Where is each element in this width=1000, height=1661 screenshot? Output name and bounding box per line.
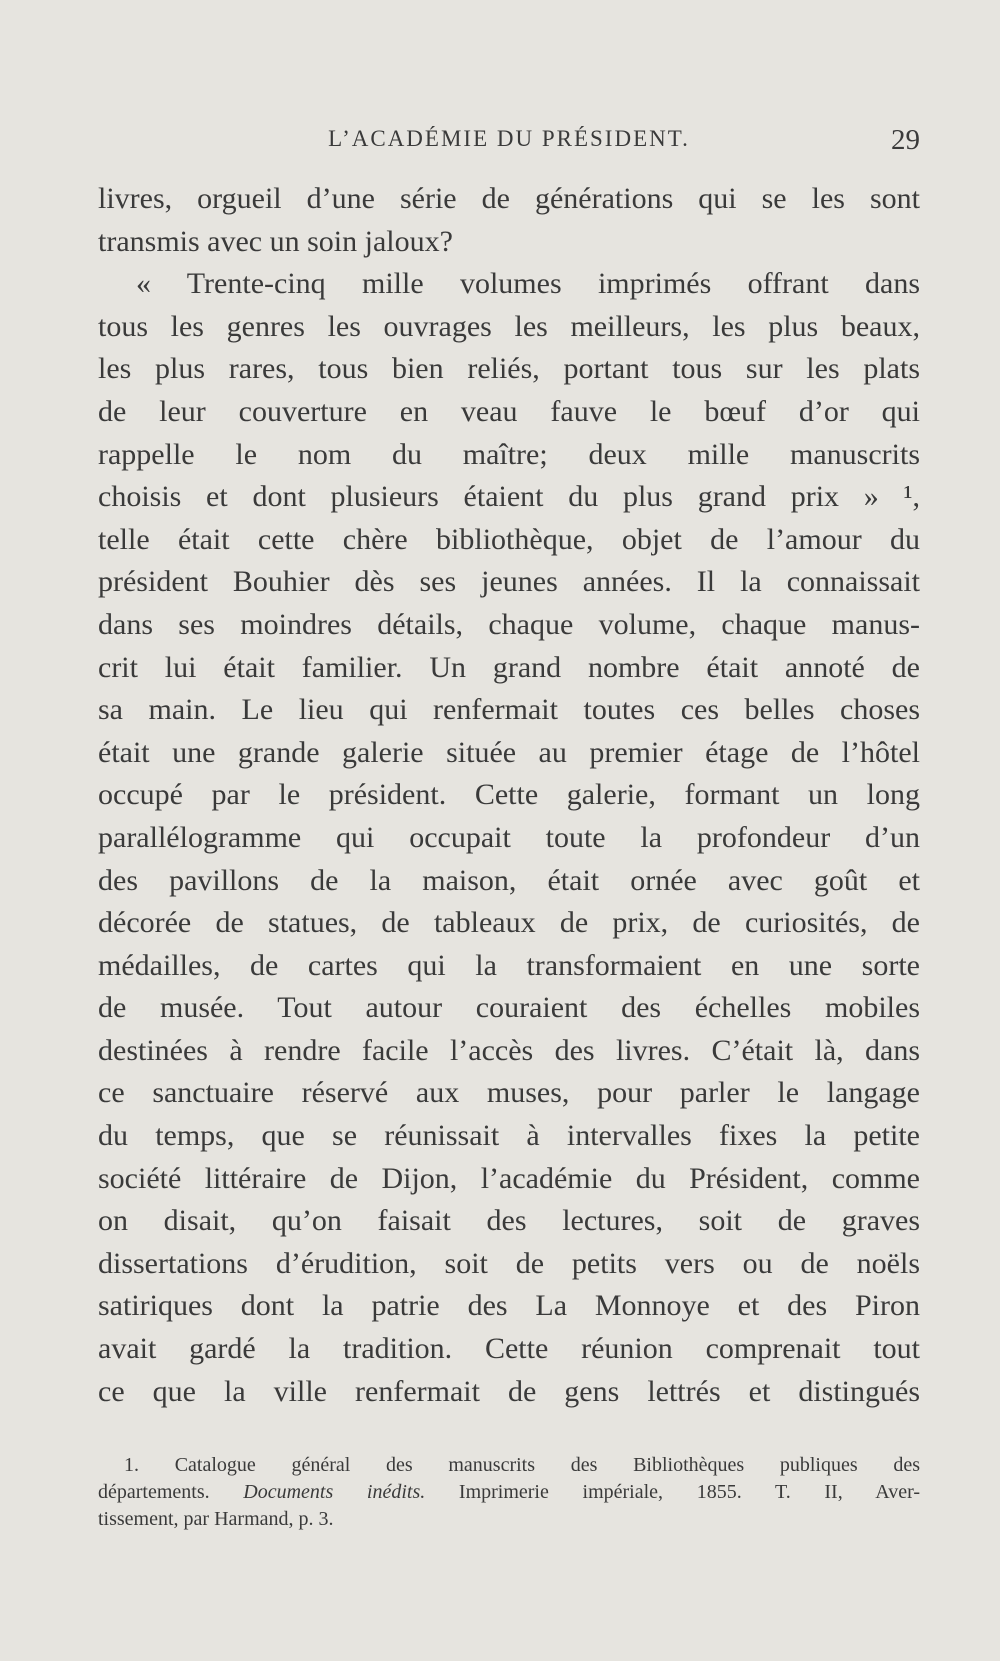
page-number: 29: [891, 124, 920, 156]
text-line: les plus rares, tous bien reliés, portant tous sur les plats: [98, 352, 920, 386]
text-line: rappelle le nom du maître; deux mille manuscrits: [98, 437, 920, 471]
text-line: président Bouhier dès ses jeunes années. Il la connaissait: [98, 565, 920, 599]
footnote: [98, 1452, 920, 1533]
text-line: avait gardé la tradition. Cette réunion comprenait tout: [98, 1332, 920, 1366]
footnote-line: [98, 1479, 920, 1506]
text-line: livres, orgueil d’une série de générations qui se les sont: [98, 182, 920, 215]
text-line: sa main. Le lieu qui renfermait toutes ces belles choses: [98, 693, 920, 727]
text-line: on disait, qu’on faisait des lectures, soit de graves: [98, 1204, 920, 1238]
text-line: tous les genres les ouvrages les meilleurs, les plus beaux,: [98, 309, 920, 343]
text-line: de leur couverture en veau fauve le bœuf d’or qui: [98, 394, 920, 428]
text-line: dissertations d’érudition, soit de petits vers ou de noëls: [98, 1246, 920, 1280]
footnote-text: départements.: [98, 1481, 244, 1503]
text-line: des pavillons de la maison, était ornée avec goût et: [98, 863, 920, 897]
text-line: crit lui était familier. Un grand nombre était annoté de: [98, 650, 920, 684]
text-line: choisis et dont plusieurs étaient du plus grand prix » ¹,: [98, 480, 920, 514]
running-head: [98, 126, 920, 162]
footnote-line: [98, 1452, 920, 1479]
text-line: satiriques dont la patrie des La Monnoye et des Piron: [98, 1289, 920, 1323]
text-line: dans ses moindres détails, chaque volume, chaque manus-: [98, 607, 920, 641]
text-line: transmis avec un soin jaloux?: [98, 224, 453, 258]
text-line: ce que la ville renfermait de gens lettrés et distingués: [98, 1374, 920, 1408]
footnote-text: 1. Catalogue général des manuscrits des Bibliothèques publiques des: [124, 1454, 920, 1476]
text-line: société littéraire de Dijon, l’académie du Président, comme: [98, 1161, 920, 1195]
body-text: [98, 178, 920, 1413]
text-line: était une grande galerie située au premier étage de l’hôtel: [98, 735, 920, 769]
footnote-line: tissement, par Harmand, p. 3.: [98, 1508, 334, 1530]
text-line: parallélogramme qui occupait toute la profondeur d’un: [98, 820, 920, 854]
text-line: « Trente-cinq mille volumes imprimés offrant dans: [136, 267, 920, 301]
footnote-italic-title: Documents inédits.: [243, 1481, 426, 1503]
text-line: décorée de statues, de tableaux de prix, de curiosités, de: [98, 906, 920, 940]
text-line: de musée. Tout autour couraient des échelles mobiles: [98, 991, 920, 1025]
text-line: médailles, de cartes qui la transformaient en une sorte: [98, 948, 920, 982]
text-line: destinées à rendre facile l’accès des livres. C’était là, dans: [98, 1033, 920, 1067]
running-title: L’ACADÉMIE DU PRÉSIDENT.: [328, 126, 690, 151]
text-line: du temps, que se réunissait à intervalles fixes la petite: [98, 1119, 920, 1153]
text-line: occupé par le président. Cette galerie, formant un long: [98, 778, 920, 812]
footnote-text: Imprimerie impériale, 1855. T. II, Aver-: [425, 1481, 920, 1503]
text-line: telle était cette chère bibliothèque, objet de l’amour du: [98, 522, 920, 556]
text-line: ce sanctuaire réservé aux muses, pour parler le langage: [98, 1076, 920, 1110]
